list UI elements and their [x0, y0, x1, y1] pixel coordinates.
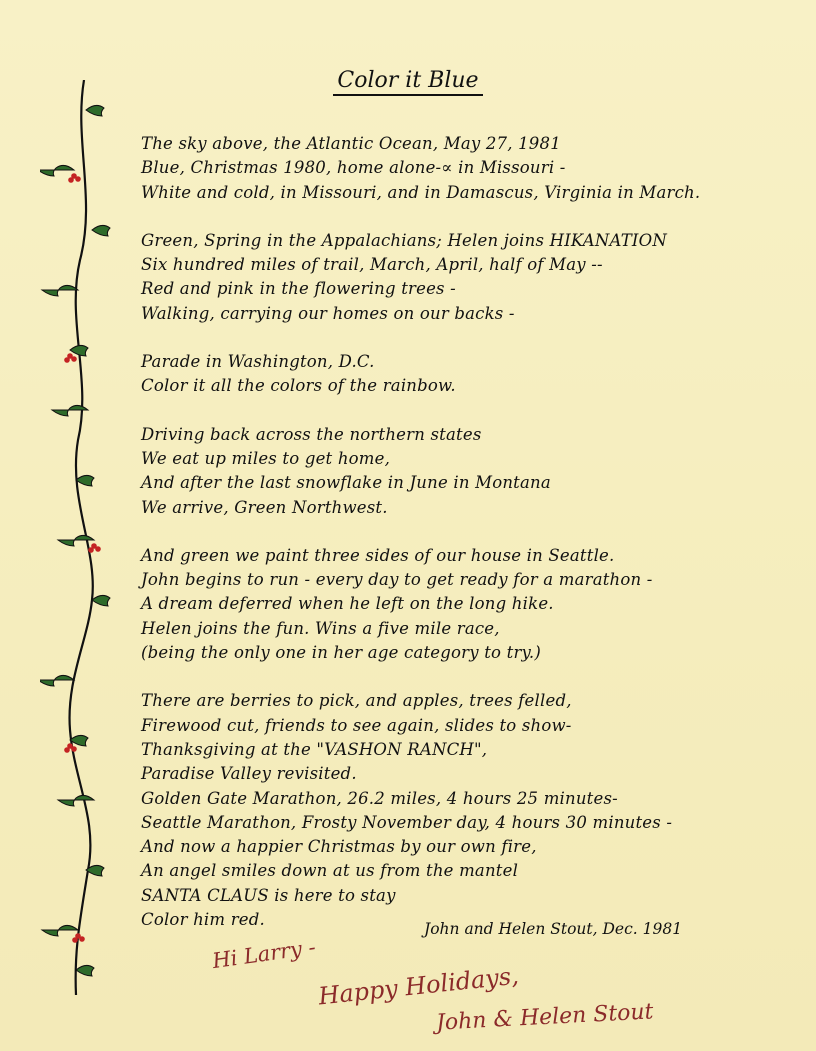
stanza-6: [141, 689, 771, 932]
holly-berry-icon: [64, 747, 70, 753]
handwritten-signature: John & Helen Stout: [435, 999, 655, 1036]
poem-line: SANTA CLAUS is here to stay: [141, 885, 396, 905]
handwritten-holidays: Happy Holidays,: [317, 961, 520, 1011]
poem-line: Golden Gate Marathon, 26.2 miles, 4 hours 25 minutes-: [141, 788, 618, 808]
poem-line: Firewood cut, friends to see again, slides to show-: [141, 715, 572, 735]
poem-line: Six hundred miles of trail, March, April, half of May --: [141, 255, 603, 275]
poem-line: We eat up miles to get home,: [141, 448, 391, 468]
holly-leaf-icon: [58, 795, 94, 806]
poem-line: The sky above, the Atlantic Ocean, May 27, 1981: [141, 134, 561, 153]
holly-berry-icon: [95, 546, 101, 552]
poem-body: [141, 132, 771, 956]
poem-line: There are berries to pick, and apples, trees felled,: [141, 691, 572, 711]
poem-line: John begins to run - every day to get ready for a marathon -: [141, 570, 653, 590]
holly-berry-icon: [72, 937, 78, 943]
poem-line: Thanksgiving at the "VASHON RANCH",: [141, 739, 488, 759]
holly-leaf-icon: [42, 925, 78, 936]
stanza-1: [141, 132, 771, 205]
stanza-4: [141, 423, 771, 520]
handwritten-greeting: Hi Larry -: [210, 934, 318, 974]
holly-leaf-icon: [42, 285, 78, 296]
holly-leaf-icon: [86, 105, 104, 116]
poem-line: A dream deferred when he left on the long hike.: [141, 594, 554, 614]
poem-line: An angel smiles down at us from the mantel: [141, 861, 519, 881]
poem-title: [0, 68, 816, 93]
holly-leaf-icon: [40, 675, 74, 686]
holly-leaf-icon: [70, 345, 88, 356]
poem-line: And now a happier Christmas by our own fire,: [141, 837, 537, 857]
holly-leaf-icon: [76, 475, 94, 486]
holly-leaf-icon: [92, 225, 110, 236]
holly-berry-icon: [88, 547, 94, 553]
poem-line: Driving back across the northern states: [141, 424, 482, 444]
poem-line: Green, Spring in the Appalachians; Helen joins HIKANATION: [141, 230, 668, 250]
stanza-5: [141, 544, 771, 665]
stanza-2: [141, 229, 771, 326]
stanza-3: [141, 350, 771, 399]
holly-leaf-icon: [92, 595, 110, 606]
poem-line: Paradise Valley revisited.: [141, 764, 357, 784]
holly-berry-icon: [68, 177, 74, 183]
holly-leaf-icon: [76, 965, 94, 976]
poem-line: And after the last snowflake in June in Montana: [141, 473, 551, 493]
poem-line: White and cold, in Missouri, and in Damascus, Virginia in March.: [141, 182, 701, 202]
holly-berry-icon: [75, 176, 81, 182]
poem-line: Blue, Christmas 1980, home alone-∝ in Missouri -: [141, 158, 566, 178]
poem-line: (being the only one in her age category to try.): [141, 643, 541, 663]
holly-berry-icon: [64, 357, 70, 363]
poem-line: Walking, carrying our homes on our backs -: [141, 303, 515, 323]
holly-berry-icon: [71, 356, 77, 362]
holly-leaf-icon: [40, 165, 74, 176]
holly-vine-border: [40, 80, 120, 1000]
poem-line: And green we paint three sides of our house in Seattle.: [141, 545, 615, 565]
poem-title-text: Color it Blue: [333, 68, 482, 96]
poem-line: Color him red.: [141, 910, 265, 930]
poem-line: We arrive, Green Northwest.: [141, 497, 388, 517]
signature-line: John and Helen Stout, Dec. 1981: [424, 920, 683, 938]
poem-line: Helen joins the fun. Wins a five mile race,: [141, 618, 500, 638]
poem-line: Red and pink in the flowering trees -: [141, 279, 456, 299]
holly-berry-icon: [79, 936, 85, 942]
poem-line: Seattle Marathon, Frosty November day, 4 hours 30 minutes -: [141, 812, 673, 832]
poem-line: Parade in Washington, D.C.: [141, 352, 375, 372]
holly-berry-icon: [71, 746, 77, 752]
poem-line: Color it all the colors of the rainbow.: [141, 376, 456, 396]
